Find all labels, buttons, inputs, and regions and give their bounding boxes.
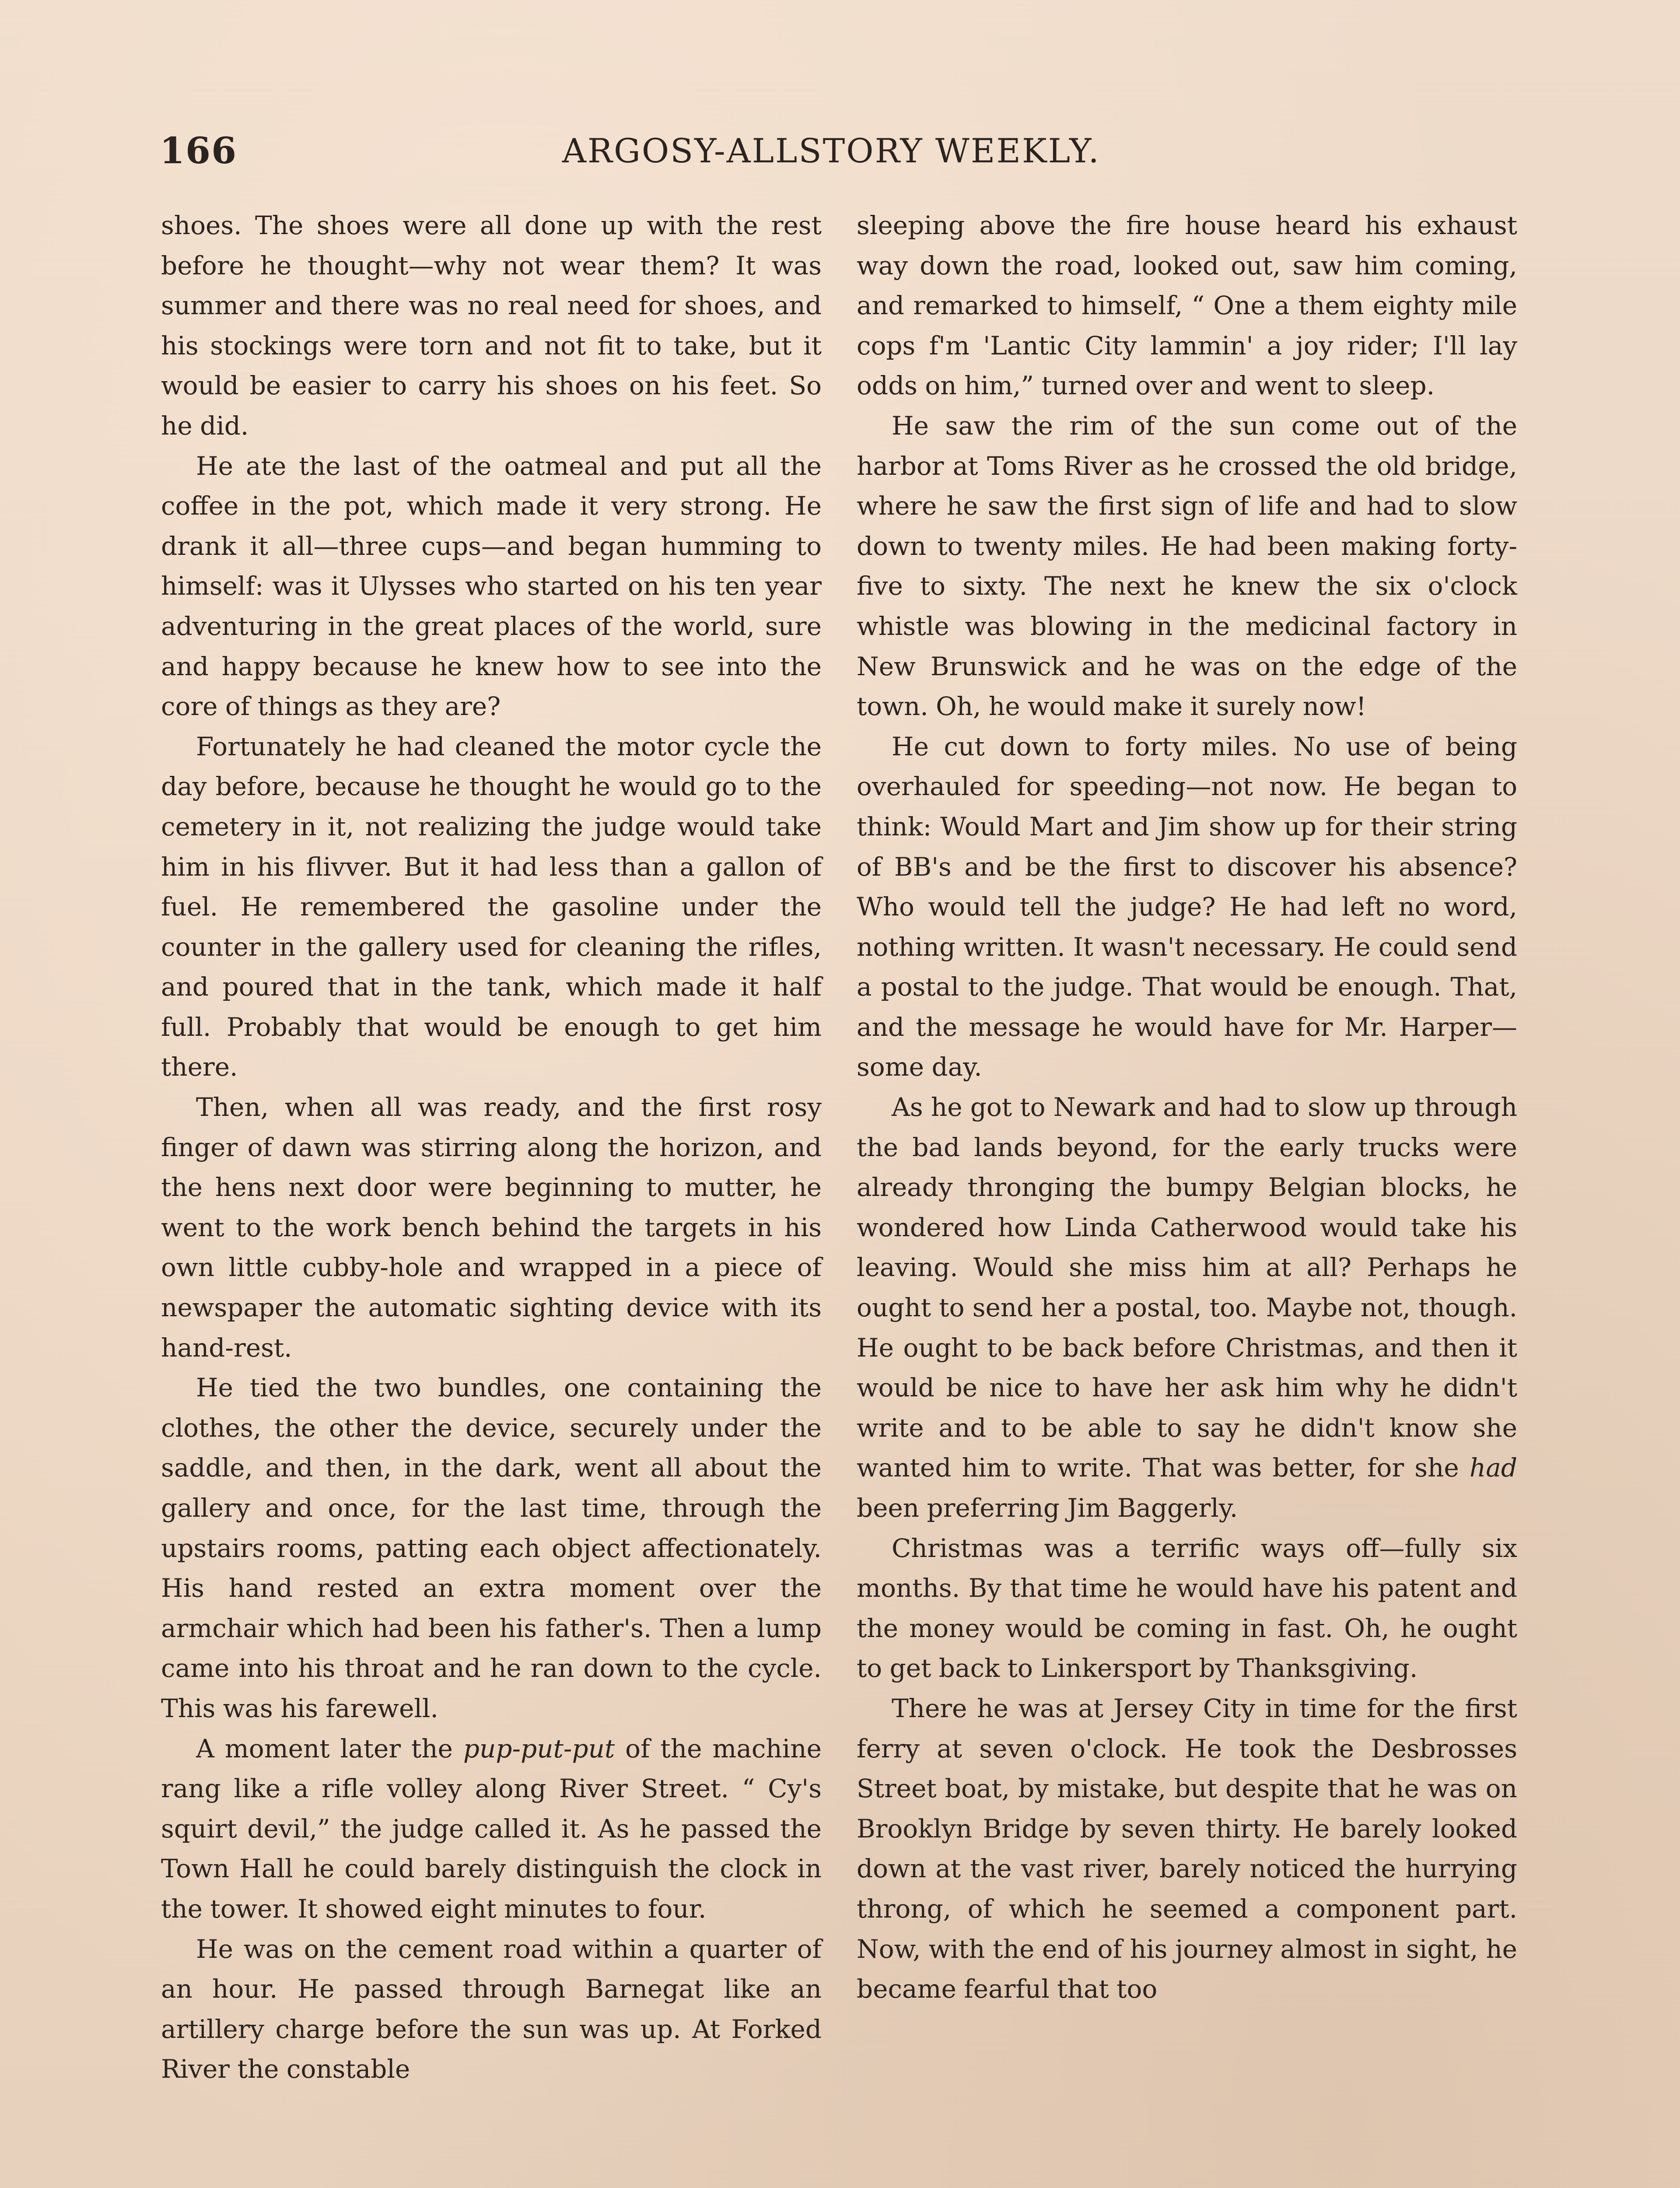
left-column <box>161 206 822 2090</box>
paragraph: He cut down to forty miles. No use of being overhauled for speeding—not now. He began to think: Would Mart and Jim show up for their string of BB's and be the first to discover his absence? Who would tell the judge? He had left no word, nothing written. It wasn't necessary. He could send a postal to the judge. That would be enough. That, and the message he would have for Mr. Harper—some day. <box>857 731 1517 1082</box>
paragraph: Fortunately he had cleaned the motor cycle the day before, because he thought he would go to the cemetery in it, not realizing the judge would take him in his flivver. But it had less than a gallon of fuel. He remembered the gasoline under the counter in the gallery used for cleaning the rifles, and poured that in the tank, which made it half full. Probably that would be enough to get him there. <box>161 731 822 1082</box>
paragraph: He was on the cement road within a quarter of an hour. He passed through Barnegat like an artillery charge before the sun was up. At Forked River the constable <box>161 1934 822 2084</box>
paragraph: Christmas was a terrific ways off—fully six months. By that time he would have his patent and the money would be coming in fast. Oh, he ought to get back to Linkersport by Thanksgiving. <box>857 1533 1517 1683</box>
paragraph-text: been preferring Jim Baggerly. <box>857 1493 1238 1523</box>
paragraph: He ate the last of the oatmeal and put all the coffee in the pot, which made it very strong. He drank it all—three cups—and began humming to himself: was it Ulysses who started on his ten year adventuring in the great places of the world, sure and happy because he knew how to see into the core of things as they are? <box>161 451 822 722</box>
paragraph: sleeping above the fire house heard his exhaust way down the road, looked out, saw him coming, and remarked to himself, “ One a them eighty mile cops f'm 'Lantic City lammin' a joy rider; I'll lay odds on him,” turned over and went to sleep. <box>857 210 1517 401</box>
paragraph-text: As he got to Newark and had to slow up through the bad lands beyond, for the early trucks were already thronging the bumpy Belgian blocks, he wondered how Linda Catherwood would take his leaving. Would she miss him at all? Perhaps he ought to send her a postal, too. Maybe not, though. He ought to be back before Christmas, and then it would be nice to have her ask him why he didn't write and to be able to say he didn't know she wanted him to write. <box>857 1092 1517 1483</box>
paragraph-text: That was better, for she <box>1143 1453 1470 1483</box>
page-number: 166 <box>160 130 238 172</box>
paragraph <box>161 1729 822 1929</box>
paragraph: There he was at Jersey City in time for the first ferry at seven o'clock. He took the Desbrosses Street boat, by mistake, but despite that he was on Brooklyn Bridge by seven thirty. He barely looked down at the vast river, barely noticed the hurrying throng, of which he seemed a component part. Now, with the end of his journey almost in sight, he became fearful that too <box>857 1693 1517 2004</box>
paragraph: shoes. The shoes were all done up with the rest before he thought—why not wear them? It was summer and there was no real need for shoes, and his stockings were torn and not fit to take, but it would be easier to carry his shoes on his feet. So he did. <box>161 210 822 441</box>
paragraph: He tied the two bundles, one containing the clothes, the other the device, securely under the saddle, and then, in the dark, went all about the gallery and once, for the last time, through the upstairs rooms, patting each object affectionately. His hand rested an extra moment over the armchair which had been his father's. Then a lump came into his throat and he ran down to the cycle. This was his farewell. <box>161 1373 822 1723</box>
paragraph: Then, when all was ready, and the first rosy finger of dawn was stirring along the horizon, and the hens next door were beginning to mutter, he went to the work bench behind the targets in his own little cubby-hole and wrapped in a piece of newspaper the automatic sighting device with its hand-rest. <box>161 1092 822 1363</box>
paragraph-text: A moment later the <box>196 1733 463 1764</box>
italic-word: had <box>1469 1453 1517 1483</box>
right-column <box>857 206 1517 2009</box>
page-header <box>0 127 1680 175</box>
paragraph-text: of the machine rang like a rifle volley along River Street. “ Cy's squirt devil,” the judge called it. As he passed the Town Hall he could barely distinguish the clock in the tower. It showed eight minutes to four. <box>161 1733 822 1924</box>
paragraph: He saw the rim of the sun come out of the harbor at Toms River as he crossed the old bridge, where he saw the first sign of life and had to slow down to twenty miles. He had been making forty-five to sixty. The next he knew the six o'clock whistle was blowing in the medicinal factory in New Brunswick and he was on the edge of the town. Oh, he would make it surely now! <box>857 410 1517 722</box>
italic-sound-text: pup-put-put <box>463 1733 615 1764</box>
paragraph <box>857 1087 1517 1529</box>
running-title: ARGOSY-ALLSTORY WEEKLY. <box>562 131 1100 170</box>
